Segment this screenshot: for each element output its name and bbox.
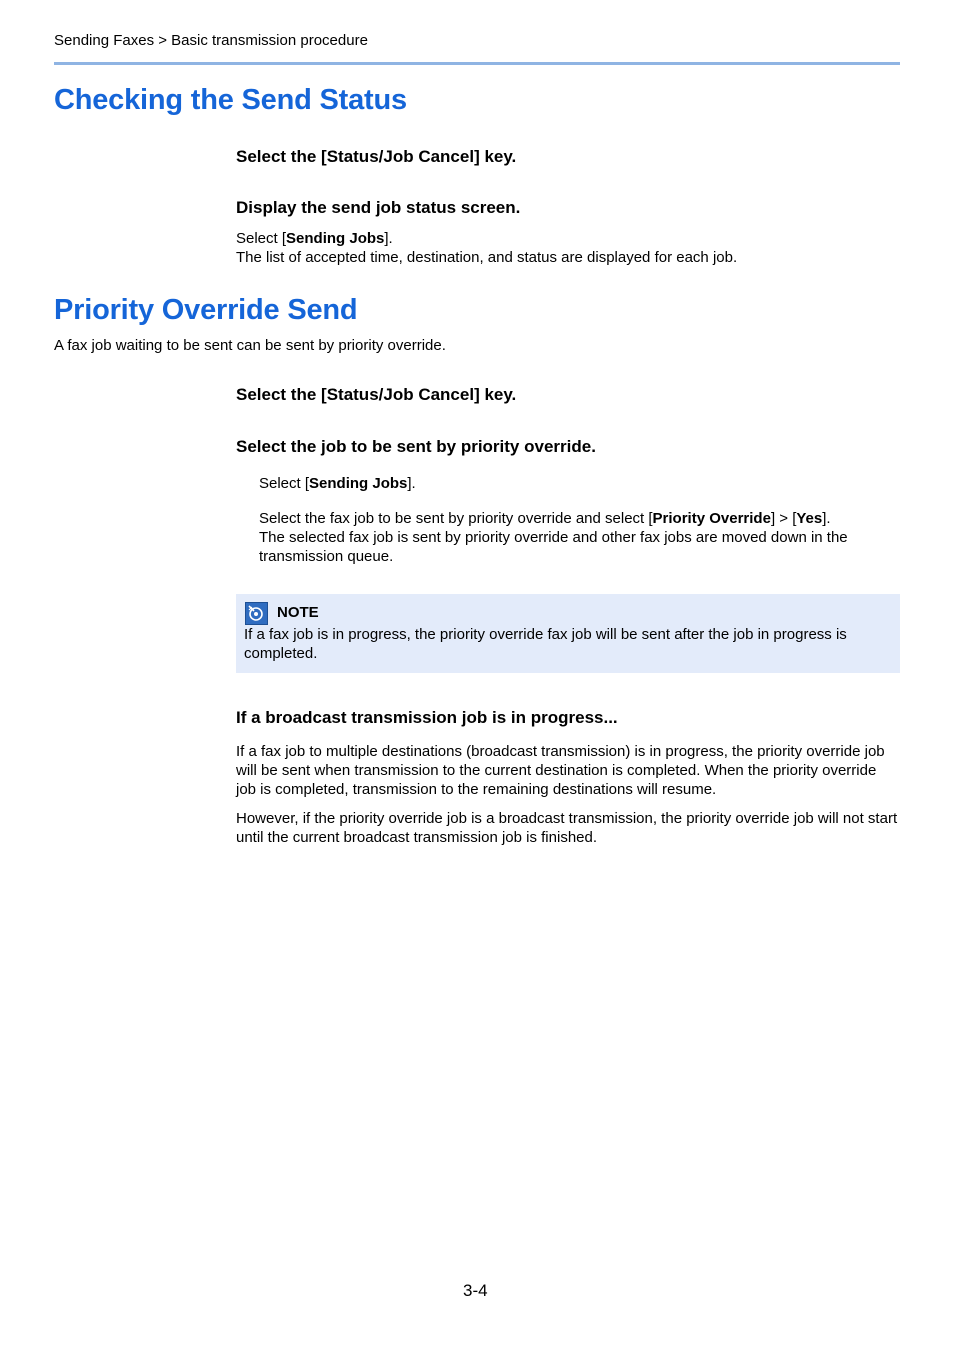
note-title: NOTE: [277, 604, 319, 621]
priority-override-result: The selected fax job is sent by priority override and other fax jobs are moved down in the transmission queue.: [259, 529, 848, 565]
substep-select-sending-jobs: Select [Sending Jobs].: [259, 475, 416, 492]
step-display-status-screen: Display the send job status screen.: [236, 198, 521, 217]
step-select-job: Select the job to be sent by priority override.: [236, 437, 596, 456]
note-text: If a fax job is in progress, the priority override fax job will be sent after the job in progress is completed.: [244, 626, 847, 662]
select-sending-jobs-line: Select [Sending Jobs].: [236, 230, 393, 247]
broadcast-paragraph-1: If a fax job to multiple destinations (broadcast transmission) is in progress, the priority override job will be sent when transmission to the current destination is completed. When the priority override job is completed, transmission to the remaining destinations will resume.: [236, 743, 885, 798]
section-intro: A fax job waiting to be sent can be sent by priority override.: [54, 337, 446, 354]
breadcrumb: Sending Faxes > Basic transmission procedure: [54, 32, 368, 49]
note-box: [236, 594, 900, 673]
note-icon: [245, 602, 268, 625]
step-select-status-key-2: Select the [Status/Job Cancel] key.: [236, 385, 517, 404]
step-instructions: [236, 229, 900, 267]
header-divider: [54, 62, 900, 65]
status-list-description: The list of accepted time, destination, and status are displayed for each job.: [236, 249, 738, 266]
substep-priority-override: Select the fax job to be sent by priority override and select [Priority Override] > [Yes]. The selected fax job is sent by priority override and other fax jobs are moved down in the transmission queue.: [259, 509, 900, 566]
section-title-checking-send-status: Checking the Send Status: [54, 84, 407, 116]
section-title-priority-override: Priority Override Send: [54, 294, 358, 326]
step-select-status-key: Select the [Status/Job Cancel] key.: [236, 147, 517, 166]
broadcast-heading: If a broadcast transmission job is in progress...: [236, 708, 618, 727]
broadcast-paragraph-2: However, if the priority override job is a broadcast transmission, the priority override job will not start until the current broadcast transmission job is finished.: [236, 810, 898, 846]
page-number: 3-4: [463, 1281, 488, 1300]
